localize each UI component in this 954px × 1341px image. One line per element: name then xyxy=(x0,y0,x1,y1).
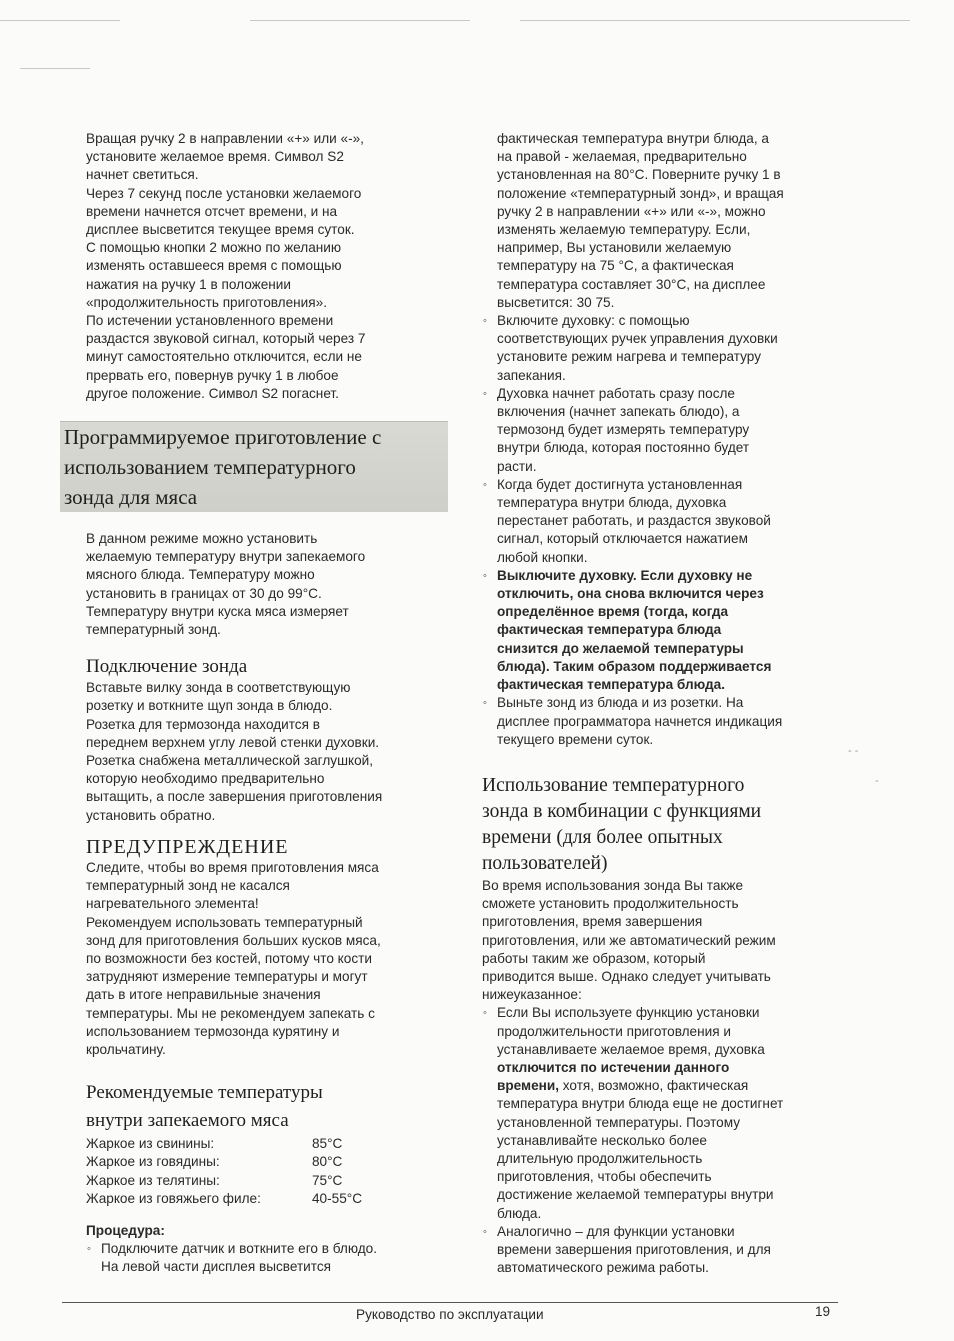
text-line: внутри блюда, которая постоянно будет xyxy=(497,440,750,456)
text-line: дисплее программатора начнется индикация xyxy=(497,713,783,729)
text-line: Если Вы используете функцию установки xyxy=(497,1005,760,1021)
text-line: прервать его, повернув ручку 1 в любое xyxy=(86,367,339,383)
text-line: В данном режиме можно установить xyxy=(86,531,318,547)
text-line: по возможности без костей, потому что кости xyxy=(86,950,372,966)
text-line: дать в итоге неправильные значения xyxy=(86,987,321,1003)
text-line: блюда). Таким образом поддерживается xyxy=(497,658,772,674)
bullet-item xyxy=(482,1004,838,1222)
text-line: С помощью кнопки 2 можно по желанию xyxy=(86,240,342,256)
text-line: температуру на 75 °С, а фактическая xyxy=(497,258,734,274)
text-line: На левой части дисплея высветится xyxy=(101,1259,332,1275)
text-line: сможете установить продолжительность xyxy=(482,896,739,912)
bullet-icon: ◦ xyxy=(87,1243,91,1256)
text-line: снизится до желаемой температуры xyxy=(497,640,744,656)
text-line: Вставьте вилку зонда в соответствующую xyxy=(86,680,351,696)
text-line: приготовления, время завершения xyxy=(482,914,703,930)
text-line: Духовка начнет работать сразу после xyxy=(497,385,735,401)
text-line: текущего времени суток. xyxy=(497,731,654,747)
text-line: желаемую температуру внутри запекаемого xyxy=(86,549,366,565)
text-line: ручку 2 в направлении «+» или «-», можно xyxy=(497,203,766,219)
left-column xyxy=(64,130,442,1277)
text-line: определённое время (тогда, когда xyxy=(497,604,729,620)
text-line: сигнал, который отключается нажатием xyxy=(497,531,748,547)
text-line: достижение желаемой температуры внутри xyxy=(497,1187,774,1203)
text-line: другое положение. Символ S2 погаснет. xyxy=(86,385,339,401)
mixed-line xyxy=(497,1077,838,1095)
text-line: Выключите духовку. Если духовку не xyxy=(497,567,753,583)
text-line: Розетка для термозонда находится в xyxy=(86,716,320,732)
text-line: температура внутри блюда еще не достигнет xyxy=(497,1096,784,1112)
bullet-icon: ◦ xyxy=(483,478,487,491)
warning-heading: ПРЕДУПРЕЖДЕНИЕ xyxy=(86,835,289,858)
bullet-icon: ◦ xyxy=(483,1007,487,1020)
text-line: дисплее высветится текущее время суток. xyxy=(86,222,355,238)
heading-line: пользователей) xyxy=(482,852,608,874)
heading-line: Использование температурного xyxy=(482,774,745,796)
scan-artifact-line xyxy=(250,20,470,21)
text-line: минут самостоятельно отключится, если не xyxy=(86,349,362,365)
text-line: Через 7 секунд после установки желаемого xyxy=(86,185,362,201)
text-line: Следите, чтобы во время приготовления мяса xyxy=(86,859,379,875)
heading-line: времени (для более опытных xyxy=(482,826,723,848)
text-line: расти. xyxy=(497,458,537,474)
text-fragment: хотя, возможно, фактическая xyxy=(559,1078,749,1094)
text-line: работы таким же образом, который xyxy=(482,950,706,966)
text-line: «продолжительность приготовления». xyxy=(86,294,327,310)
text-line: По истечении установленного времени xyxy=(86,313,334,329)
temp-value: 80°С xyxy=(312,1154,343,1170)
continued-text xyxy=(482,130,838,312)
procedure-heading: Процедура: xyxy=(86,1222,165,1238)
bullet-icon: ◦ xyxy=(483,569,487,582)
text-line: мясного блюда. Температуру можно xyxy=(86,567,315,583)
footer-title: Руководство по эксплуатации xyxy=(356,1307,544,1322)
warning-text xyxy=(86,859,442,1059)
text-line: времени начнется отсчет времени, и на xyxy=(86,203,338,219)
advanced-text xyxy=(482,877,838,1004)
temps-table xyxy=(86,1135,442,1208)
text-line: установите желаемое время. Символ S2 xyxy=(86,149,344,165)
text-line: температура составляет 30°С, на дисплее xyxy=(497,276,766,292)
text-line: Включите духовку: с помощью xyxy=(497,313,690,329)
text-line: фактическая температура блюда xyxy=(497,622,722,638)
procedure-step xyxy=(86,1240,442,1276)
text-line: Подключите датчик и воткните его в блюдо. xyxy=(101,1241,378,1257)
section-title-banner xyxy=(60,421,448,512)
heading-line: внутри запекаемого мяса xyxy=(86,1110,289,1132)
footer-rule xyxy=(62,1302,838,1303)
text-line: перестанет работать, и раздастся звуковой xyxy=(497,513,771,529)
text-line: любой кнопки. xyxy=(497,549,588,565)
scan-artifact-line xyxy=(20,68,90,69)
text-line: фактическая температура внутри блюда, а xyxy=(497,131,769,146)
text-line: розетку и воткните щуп зонда в блюдо. xyxy=(86,698,333,714)
text-line: например, Вы установили желаемую xyxy=(497,240,732,256)
scan-artifact-line xyxy=(520,20,910,21)
text-line: начнет светиться. xyxy=(86,167,199,183)
text-line: приготовления, или же автоматический режим xyxy=(482,932,776,948)
bullet-item xyxy=(482,312,838,385)
bold-fragment: времени, xyxy=(497,1078,560,1094)
bullet-item-bold xyxy=(482,567,838,694)
text-line: нагревательного элемента! xyxy=(86,896,259,912)
text-line: изменять оставшееся время с помощью xyxy=(86,258,342,274)
bullet-icon: ◦ xyxy=(483,387,487,400)
text-line: фактическая температура блюда. xyxy=(497,677,726,693)
text-line: термозонд будет измерять температуру xyxy=(497,422,750,438)
recommended-temps-heading xyxy=(86,1079,442,1135)
text-line: затрудняют измерение температуры и могут xyxy=(86,969,368,985)
text-line: Во время использования зонда Вы также xyxy=(482,877,744,893)
text-line: положение «температурный зонд», и вращая xyxy=(497,185,784,201)
text-line: температурный зонд. xyxy=(86,622,221,638)
text-line: Вращая ручку 2 в направлении «+» или «-», xyxy=(86,131,364,146)
text-line: блюда. xyxy=(497,1205,542,1221)
text-line: использованием термозонда курятину и xyxy=(86,1023,340,1039)
heading-line: зонда в комбинации с функциями xyxy=(482,800,762,822)
text-line: высветится: 30 75. xyxy=(497,294,615,310)
bullet-item xyxy=(482,1223,838,1278)
bold-line: отключится по истечении данного xyxy=(497,1059,730,1075)
section-text xyxy=(86,530,442,639)
text-line: вытащить, а после завершения приготовления xyxy=(86,789,383,805)
text-line: устанавливайте несколько более xyxy=(497,1132,707,1148)
text-line: установить в границах от 30 до 99°С. xyxy=(86,585,322,601)
text-line: длительную продолжительность xyxy=(497,1150,703,1166)
temp-value: 75°С xyxy=(312,1172,343,1188)
bullet-icon: ◦ xyxy=(483,315,487,328)
text-line: зонд для приготовления больших кусков мяса, xyxy=(86,932,381,948)
section-title-line: Программируемое приготовление с xyxy=(64,425,382,450)
text-line: переднем верхнем углу левой стенки духовки. xyxy=(86,734,380,750)
scan-artifact-mark: - - xyxy=(848,745,859,757)
section-title-line: зонда для мяса xyxy=(64,485,198,510)
temp-value: 85°С xyxy=(312,1136,343,1152)
bullet-item xyxy=(482,476,838,567)
temp-name: Жаркое из говядины: xyxy=(86,1154,220,1170)
bullet-icon: ◦ xyxy=(483,697,487,710)
text-line: температурный зонд не касался xyxy=(86,878,290,894)
advanced-heading xyxy=(482,773,838,877)
bullet-item xyxy=(482,385,838,476)
page-number: 19 xyxy=(815,1304,831,1319)
text-line: установите режим нагрева и температуру xyxy=(497,349,762,365)
text-line: нажатия на ручку 1 в положении xyxy=(86,276,291,292)
text-line: раздастся звуковой сигнал, который через 7 xyxy=(86,331,366,347)
connect-probe-heading: Подключение зонда xyxy=(86,656,248,678)
text-line: температуры. Мы не рекомендуем запекать с xyxy=(86,1005,375,1021)
text-line: отключить, она снова включится через xyxy=(497,586,764,602)
text-line: крольчатину. xyxy=(86,1041,166,1057)
text-line: автоматического режима работы. xyxy=(497,1260,709,1276)
text-line: установленной температуры. Поэтому xyxy=(497,1114,741,1130)
scan-artifact-line xyxy=(0,20,120,21)
text-line: времени завершения приготовления, и для xyxy=(497,1241,771,1257)
intro-text xyxy=(86,130,442,403)
text-line: соответствующих ручек управления духовки xyxy=(497,331,778,347)
temp-name: Жаркое из телятины: xyxy=(86,1172,220,1188)
text-line: Температуру внутри куска мяса измеряет xyxy=(86,603,349,619)
temp-name: Жаркое из говяжьего филе: xyxy=(86,1190,261,1206)
text-line: Выньте зонд из блюда и из розетки. На xyxy=(497,695,744,711)
text-line: изменять желаемую температуру. Если, xyxy=(497,222,751,238)
text-line: приготовления, чтобы обеспечить xyxy=(497,1169,712,1185)
text-line: запекания. xyxy=(497,367,566,383)
text-line: температура внутри блюда, духовка xyxy=(497,495,727,511)
text-line: установить обратно. xyxy=(86,807,216,823)
text-line: продолжительности приготовления и xyxy=(497,1023,731,1039)
text-line: Аналогично – для функции установки xyxy=(497,1223,735,1239)
text-line: Когда будет достигнута установленная xyxy=(497,476,743,492)
text-line: установленная на 80°С. Поверните ручку 1 в xyxy=(497,167,781,183)
bullet-icon: ◦ xyxy=(483,1225,487,1238)
text-line: на правой - желаемая, предварительно xyxy=(497,149,747,165)
connect-probe-text xyxy=(86,679,442,825)
text-line: нижеуказанное: xyxy=(482,987,582,1003)
scan-artifact-mark: - xyxy=(875,775,879,787)
text-line: включения (начнет запекать блюдо), а xyxy=(497,404,740,420)
text-line: приводится выше. Однако следует учитывать xyxy=(482,968,771,984)
bullet-item xyxy=(482,694,838,749)
section-title-line: использованием температурного xyxy=(64,455,356,480)
text-line: Розетка снабжена металлической заглушкой, xyxy=(86,753,374,769)
text-line: Рекомендуем использовать температурный xyxy=(86,914,363,930)
right-column xyxy=(482,130,838,1277)
text-line: устанавливаете желаемое время, духовка xyxy=(497,1041,765,1057)
temp-value: 40-55°С xyxy=(312,1190,363,1206)
text-line: которую необходимо предварительно xyxy=(86,771,325,787)
temp-name: Жаркое из свинины: xyxy=(86,1136,215,1152)
heading-line: Рекомендуемые температуры xyxy=(86,1082,323,1104)
